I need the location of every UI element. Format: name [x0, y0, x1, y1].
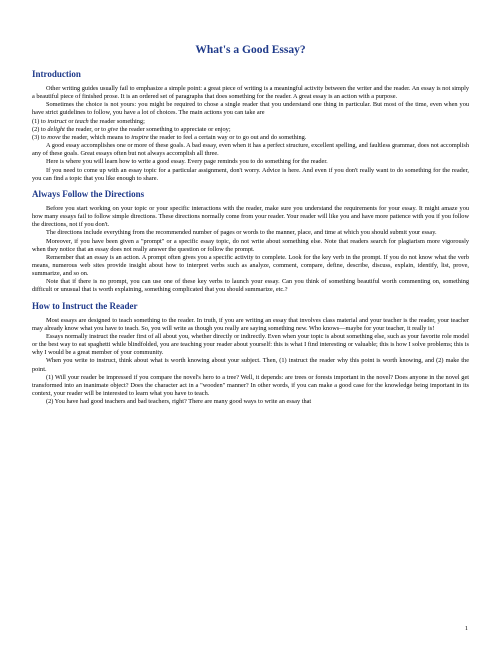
paragraph: Most essays are designed to teach something to the reader. In truth, if you are writing an essay that involves class material and your teacher is the reader, your teacher may already know what you have to teach. So, you will write as though you really are saying something new. Who knows—maybe for your teacher, it really is!	[32, 316, 469, 332]
section-heading-directions: Always Follow the Directions	[32, 188, 145, 199]
page-number: 1	[464, 625, 468, 632]
paragraph: If you need to come up with an essay topic for a particular assignment, don't worry. Advice is here. And even if you don't really want to do something for the reader, you can find a topic that you like enough to share.	[32, 166, 469, 182]
paragraph: The directions include everything from the recommended number of pages or words to the manner, place, and time at which you should submit your essay.	[46, 229, 437, 237]
list-item: (1) to instruct or teach the reader something;	[32, 117, 145, 125]
paragraph: Essays normally instruct the reader first of all about you, whether directly or indirectly. Even when your topic is about something else, such as your favorite role model or the best way to eat spaghetti while blindfolded, you are teaching your reader about yourself: this is what I find interesting or valuable; this is how I solve problems; this is why I would be a great member of your community.	[32, 332, 469, 357]
paragraph: Note that if there is no prompt, you can use one of these key verbs to launch your essay. Can you think of something beautiful worth commenting on, something difficult or unusual that is worth explaining, something complicated that you should summarize, etc.?	[32, 278, 469, 294]
section-heading-instruct: How to Instruct the Reader	[32, 300, 138, 311]
document-title: What's a Good Essay?	[195, 44, 306, 56]
paragraph: Other writing guides usually fail to emphasize a simple point: a great piece of writing is a meaningful activity between the writer and the reader. An essay is not simply a beautiful piece of finished prose. It is an ordered set of paragraphs that does something for the reader. A great essay is an action with a purpose.	[32, 85, 469, 101]
paragraph: (2) You have had good teachers and bad teachers, right? There are many good ways to write an essay that	[46, 398, 312, 406]
list-item: (2) to delight the reader, or to give the reader something to appreciate or enjoy;	[32, 125, 231, 133]
paragraph: When you write to instruct, think about what is worth knowing about your subject. Then, (1) instruct the reader why this point is worth knowing, and (2) make the point.	[32, 357, 469, 373]
paragraph: Sometimes the choice is not yours: you might be required to chose a single reader that you understand one thing in particular. But most of the time, even when you have strict guidelines to follow, you have a lot of choices. The main actions you can take are	[32, 101, 469, 117]
section-heading-introduction: Introduction	[32, 69, 81, 79]
paragraph: (1) Will your reader be impressed if you compare the novel's hero to a tree? Well, it depends: are trees or forests important in the novel? Does anyone in the novel get transformed into an inanimate object? Does the character act in a "wooden" manner? In other words, if you can make a good case for the knowledge being important in its context, your reader will be interested to learn what you have to teach.	[32, 373, 469, 397]
paragraph: Before you start working on your topic or your specific interactions with the reader, make sure you understand the requirements for your essay. It might amaze you how many essays fail to follow simple directions. These directions normally come from your reader. Your reader will like you and have more patience with you if you follow the directions, not if you don't.	[32, 204, 469, 229]
paragraph: Remember that an essay is an action. A prompt often gives you a specific activity to complete. Look for the key verb in the prompt. If you do not know what the verb means, numerous web sites provide insight about how to interpret verbs such as analyze, comment, compare, define, describe, discuss, explain, identify, list, prove, summarize, and so on.	[32, 253, 469, 278]
document-page	[32, 40, 469, 406]
list-item: (3) to move the reader, which means to inspire the reader to feel a certain way or to go out and do something.	[32, 133, 307, 141]
paragraph: Moreover, if you have been given a "prompt" or a specific essay topic, do not write about something else. Note that readers search for plagiarism more vigorously when they notice that an essay does not really answer the question or follow the prompt.	[32, 237, 469, 253]
paragraph: Here is where you will learn how to write a good essay. Every page reminds you to do something for the reader.	[46, 158, 328, 166]
paragraph: A good essay accomplishes one or more of these goals. A bad essay, even when it has a perfect structure, excellent spelling, and faultless grammar, does not accomplish any of these goals. Great essays often but not always accomplish all three.	[32, 142, 469, 158]
